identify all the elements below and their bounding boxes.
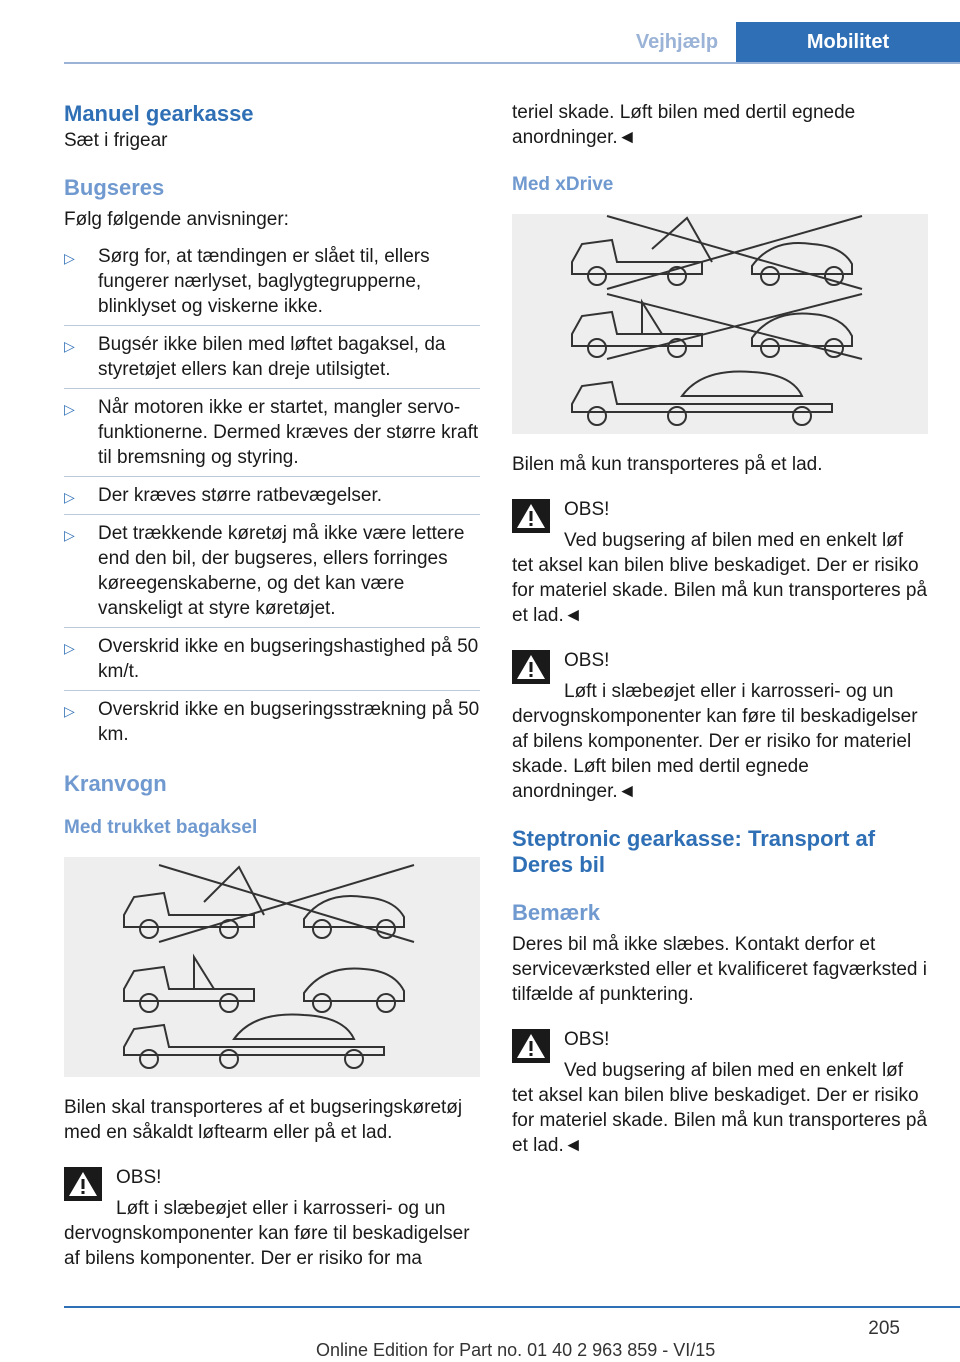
tow-truck-illustration-right [512, 214, 928, 434]
text-continuation: teriel skade. Løft bilen med dertil egnede anordninger.◄ [512, 102, 856, 148]
tab-vejhjaelp[interactable]: Vejhjælp [618, 22, 736, 62]
warning-title: OBS! [116, 1167, 162, 1188]
header-line [64, 62, 960, 64]
heading-kranvogn: Kranvogn [64, 771, 167, 796]
warning-body: Ved bugsering af bilen med en enkelt løf tet aksel kan bilen blive beskadiget. Der er risiko for materiel skade. Bilen må kun transporteres på et lad.◄ [512, 530, 928, 626]
text-frigear: Sæt i frigear [64, 130, 168, 151]
heading-bemaerk: Bemærk [512, 900, 601, 925]
heading-bugseres: Bugseres [64, 175, 165, 200]
warning-title: OBS! [564, 499, 610, 520]
text-bemaerk: Deres bil må ikke slæbes. Kontakt derfor et serviceværksted eller et kvalificeret fagværksted i tilfælde af punktering. [512, 934, 927, 1005]
warning-box-right-3 [512, 1027, 928, 1158]
text-folg: Følg følgende anvisninger: [64, 209, 289, 230]
warning-box-right-1 [512, 497, 928, 628]
list-item: ▷ Bugsér ikke bilen med løftet bagaksel, da styretøjet ellers kan dreje utilsigtet. [64, 326, 480, 389]
heading-steptronic: Steptronic gearkasse: Transport af Deres bil [512, 826, 876, 877]
warning-box-left [64, 1165, 480, 1271]
list-item: ▷ Overskrid ikke en bugseringsstrækning på 50 km. [64, 699, 480, 745]
list-item: ▷ Overskrid ikke en bugseringshastighed på 50 km/t. [64, 628, 480, 691]
warning-title: OBS! [564, 650, 610, 671]
bullet-triangle-icon: ▷ [64, 338, 75, 354]
warning-triangle-icon [512, 499, 550, 533]
bullet-list [64, 238, 480, 753]
warning-body: Løft i slæbeøjet eller i karrosseri- og un dervognskomponenter kan føre til beskadigelser af bilens komponenter. Der er risiko for ma [64, 1198, 470, 1269]
warning-box-right-2 [512, 648, 928, 804]
warning-triangle-icon [512, 1029, 550, 1063]
footer-edition: Online Edition for Part no. 01 40 2 963 859 - VI/15 [316, 1340, 716, 1360]
heading-manuel-gearkasse: Manuel gearkasse [64, 101, 254, 126]
tow-truck-illustration-left [64, 857, 480, 1077]
bullet-triangle-icon: ▷ [64, 527, 75, 543]
warning-title: OBS! [564, 1029, 610, 1050]
tow-truck-drawing [512, 214, 928, 434]
right-column [512, 100, 928, 1158]
bullet-triangle-icon: ▷ [64, 703, 75, 719]
warning-triangle-icon [512, 650, 550, 684]
bullet-triangle-icon: ▷ [64, 401, 75, 417]
bullet-triangle-icon: ▷ [64, 250, 75, 266]
list-item: ▷ Der kræves større ratbevægelser. [64, 477, 480, 515]
warning-body: Ved bugsering af bilen med en enkelt løf tet aksel kan bilen blive beskadiget. Der er risiko for materiel skade. Bilen må kun transporteres på et lad.◄ [512, 1060, 928, 1156]
tow-truck-drawing [64, 857, 480, 1077]
warning-body: Løft i slæbeøjet eller i karrosseri- og un dervognskomponenter kan føre til beskadigelser af bilens komponenter. Der er risiko for materiel skade. Løft bilen med dertil egnede anordninger.◄ [512, 681, 918, 802]
heading-med-xdrive: Med xDrive [512, 174, 614, 195]
list-item: ▷ Det trækkende køretøj må ikke være lettere end den bil, der bugseres, ellers forringes køreegenskaberne, og det kan være vanskeligt at styre køretøjet. [64, 515, 480, 628]
list-item: ▷ Når motoren ikke er startet, mangler servofunktionerne. Dermed kræves der større kraft til bremsning og styring. [64, 389, 480, 477]
left-column [64, 100, 480, 1271]
warning-triangle-icon [64, 1167, 102, 1201]
text-kun-lad: Bilen må kun transporteres på et lad. [512, 454, 823, 475]
bullet-triangle-icon: ▷ [64, 640, 75, 656]
text-transport: Bilen skal transporteres af et bugseringskøretøj med en såkaldt løftearm eller på et lad. [64, 1097, 463, 1143]
page-number: 205 [868, 1318, 900, 1339]
footer-line [64, 1306, 960, 1308]
list-item: ▷ Sørg for, at tændingen er slået til, ellers fungerer nærlyset, baglygtegrupperne, blinklyset og viskerne ikke. [64, 238, 480, 326]
bullet-triangle-icon: ▷ [64, 489, 75, 505]
heading-med-trukket-bagaksel: Med trukket bagaksel [64, 817, 258, 838]
tab-mobilitet[interactable]: Mobilitet [736, 22, 960, 62]
